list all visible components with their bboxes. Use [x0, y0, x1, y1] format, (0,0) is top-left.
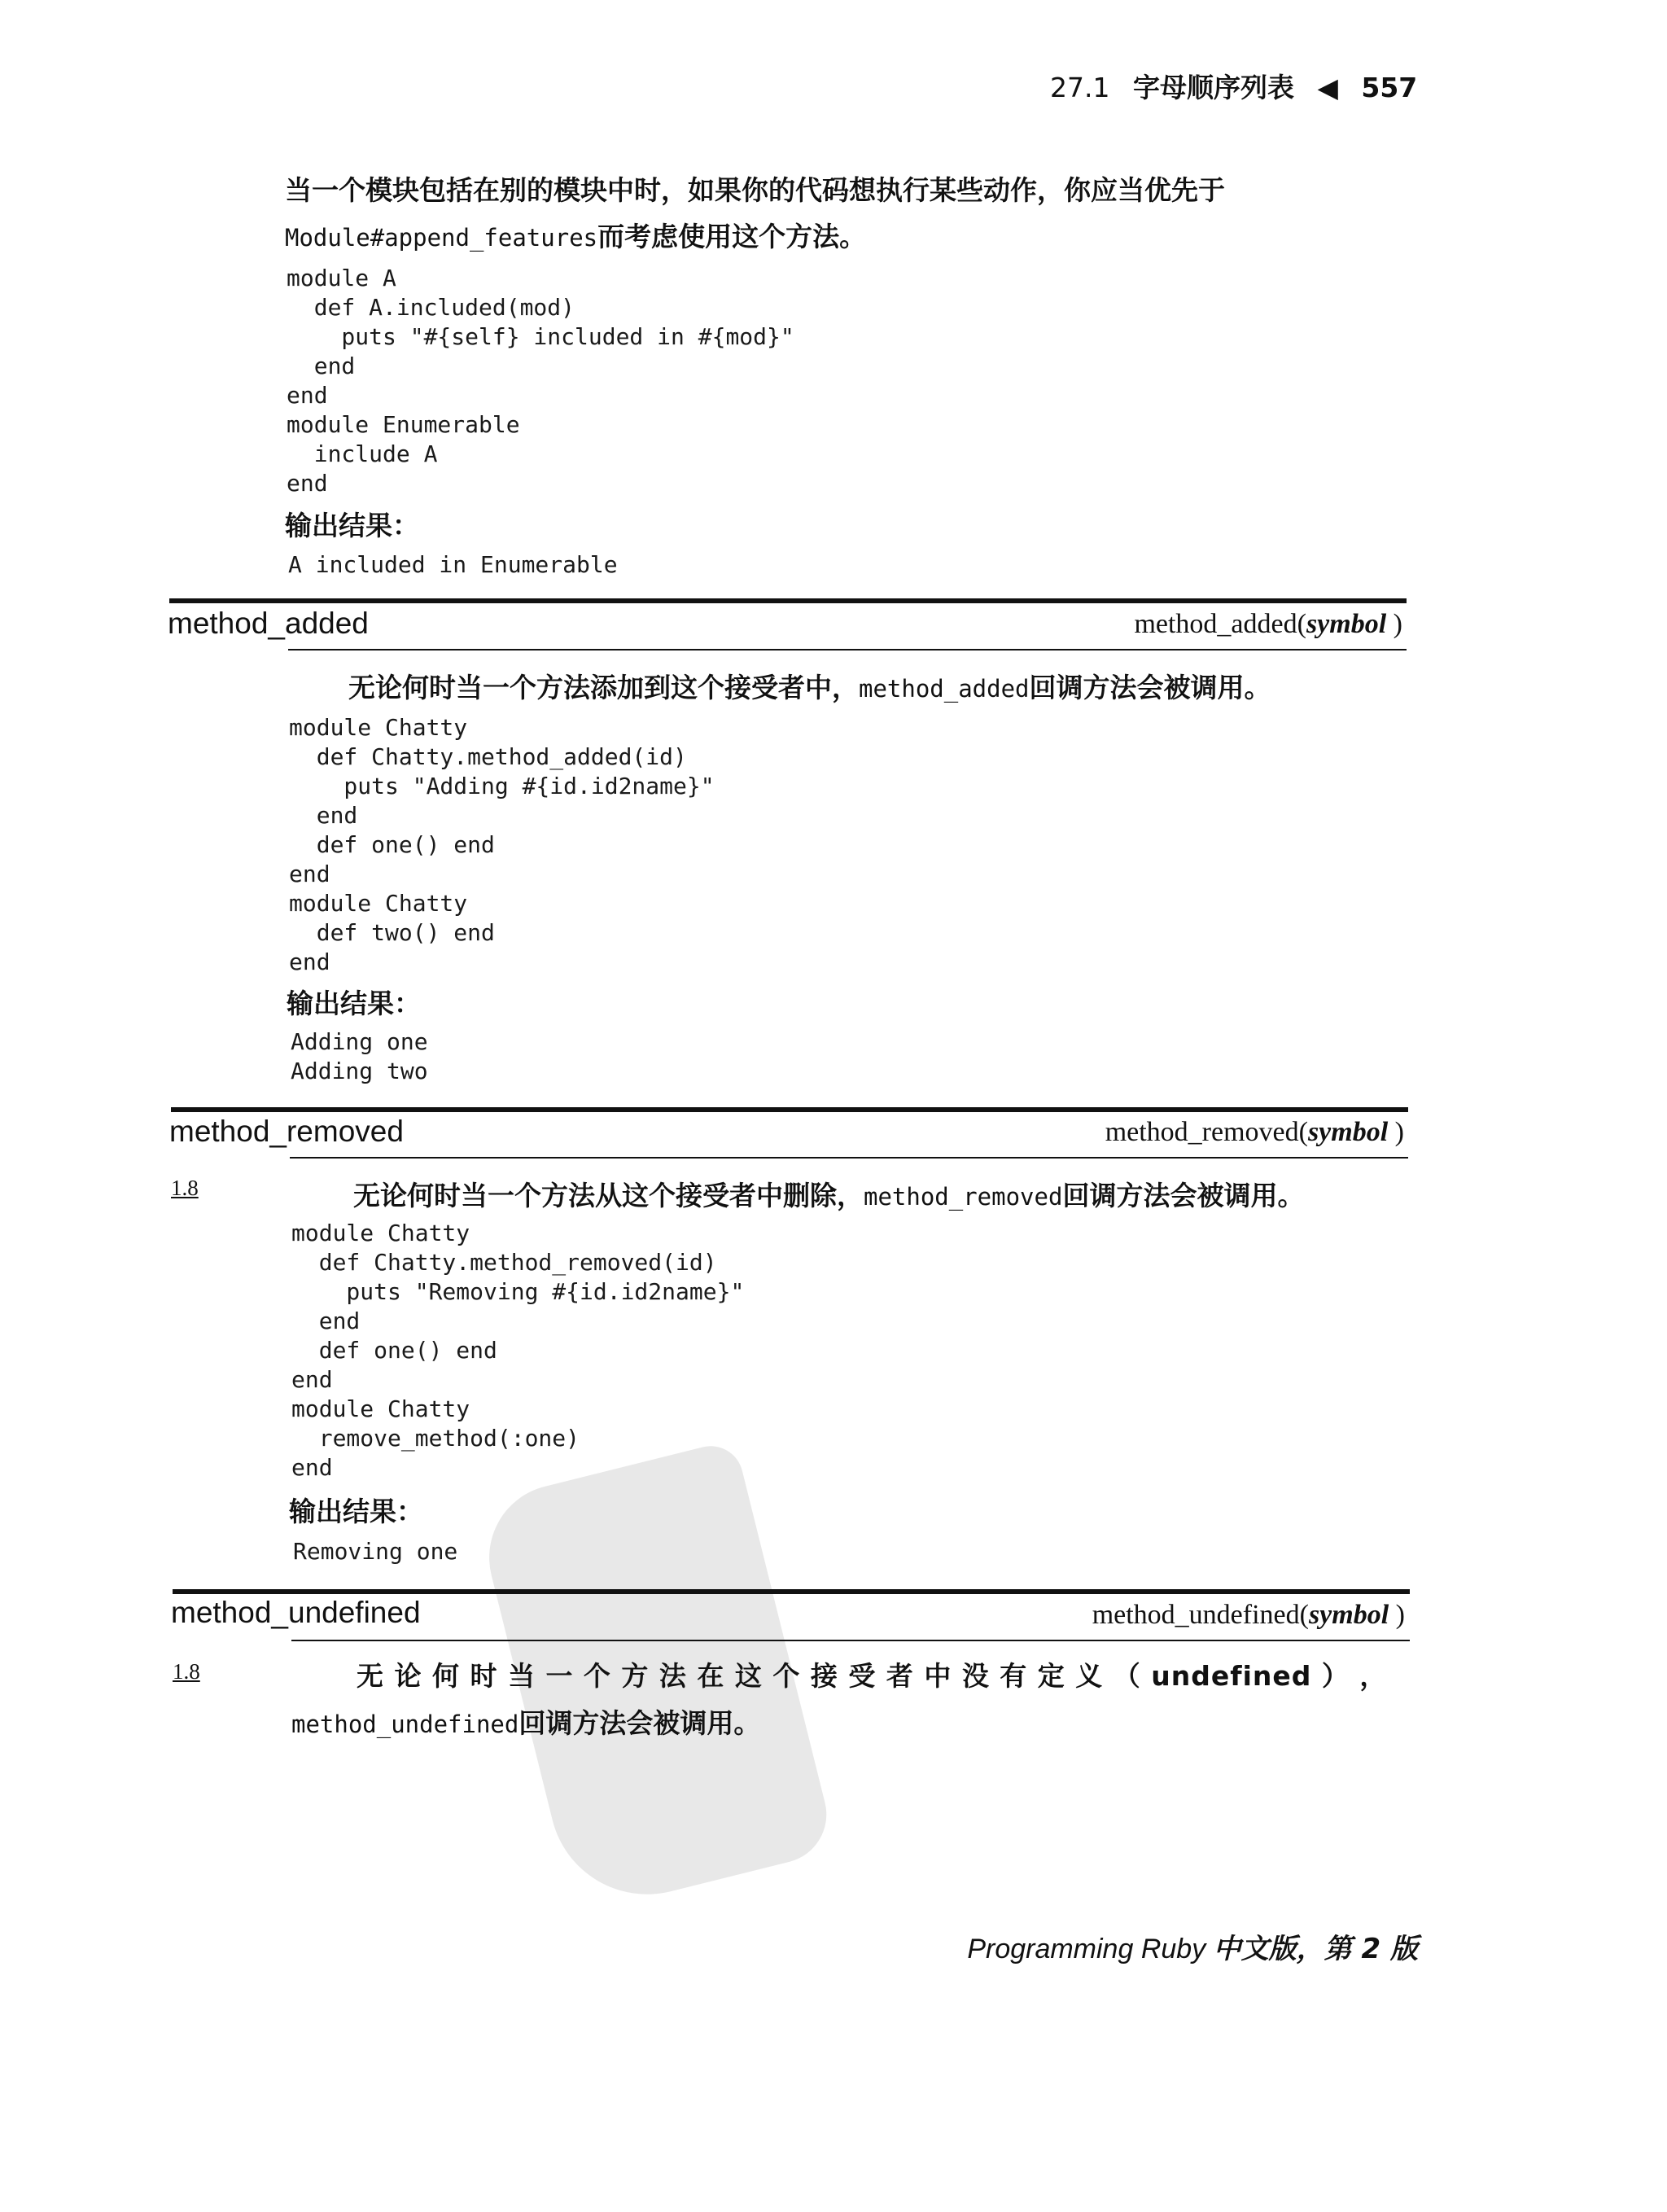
intro-output-label: 输出结果：: [285, 510, 419, 541]
intro-output: A included in Enumerable: [288, 551, 618, 578]
method-undefined-under-rule: [291, 1640, 1410, 1641]
method-removed-top-rule: [171, 1107, 1408, 1112]
page-number: 557: [1361, 72, 1418, 103]
method-added-top-rule: [169, 598, 1407, 603]
section-marker: ◀: [1317, 72, 1338, 103]
method-removed-output: Removing one: [293, 1538, 458, 1565]
intro-line-2-text: 而考虑使用这个方法。: [597, 221, 867, 252]
method-added-description: 无论何时当一个方法添加到这个接受者中，method_added回调方法会被调用。: [348, 672, 1271, 703]
method-removed-description: 无论何时当一个方法从这个接受者中删除，method_removed回调方法会被调用。: [353, 1180, 1305, 1211]
method-removed-version: 1.8: [171, 1176, 199, 1200]
intro-line-2: [285, 213, 1424, 261]
method-added-name: method_added: [168, 607, 369, 640]
method-added-output: Adding one Adding two: [291, 1028, 428, 1084]
method-removed-code: module Chatty def Chatty.method_removed(id) puts "Removing #{id.id2name}" end def one() end end module Chatty remove_method(:one) end: [291, 1220, 745, 1481]
method-added-under-rule: [288, 649, 1407, 650]
intro-code-ref: Module#append_features: [285, 224, 598, 252]
method-added-code: module Chatty def Chatty.method_added(id) puts "Adding #{id.id2name}" end def one() end end module Chatty def two() end end: [289, 714, 715, 975]
method-removed-name: method_removed: [169, 1115, 404, 1148]
method-removed-under-rule: [290, 1157, 1408, 1159]
intro-line-1: 当一个模块包括在别的模块中时，如果你的代码想执行某些动作，你应当优先于: [285, 174, 1225, 206]
method-undefined-version: 1.8: [173, 1659, 200, 1684]
intro-code-block: module A def A.included(mod) puts "#{self} included in #{mod}" end end module Enumerable include A end: [287, 265, 794, 497]
running-header: [1050, 67, 1457, 107]
method-removed-output-label: 输出结果：: [289, 1496, 423, 1527]
footer-book-title: Programming Ruby: [967, 1934, 1206, 1965]
page-footer: [967, 1926, 1418, 1966]
method-undefined-description-line-2: method_undefined回调方法会被调用。: [291, 1707, 761, 1739]
method-removed-signature: method_removed(symbol ): [1105, 1117, 1404, 1147]
method-undefined-description-line-1: 无 论 何 时 当 一 个 方 法 在 这 个 接 受 者 中 没 有 定 义 （ undefined ） ，: [357, 1660, 1388, 1692]
method-undefined-top-rule: [173, 1589, 1410, 1594]
method-undefined-name: method_undefined: [171, 1596, 421, 1629]
method-added-output-label: 输出结果：: [287, 988, 421, 1019]
section-number: 27.1: [1050, 72, 1110, 103]
footer-edition: 中文版，第 2 版: [1213, 1933, 1418, 1965]
section-title: 字母顺序列表: [1132, 72, 1294, 103]
method-undefined-signature: method_undefined(symbol ): [1092, 1600, 1405, 1630]
method-added-signature: method_added(symbol ): [1134, 609, 1402, 639]
